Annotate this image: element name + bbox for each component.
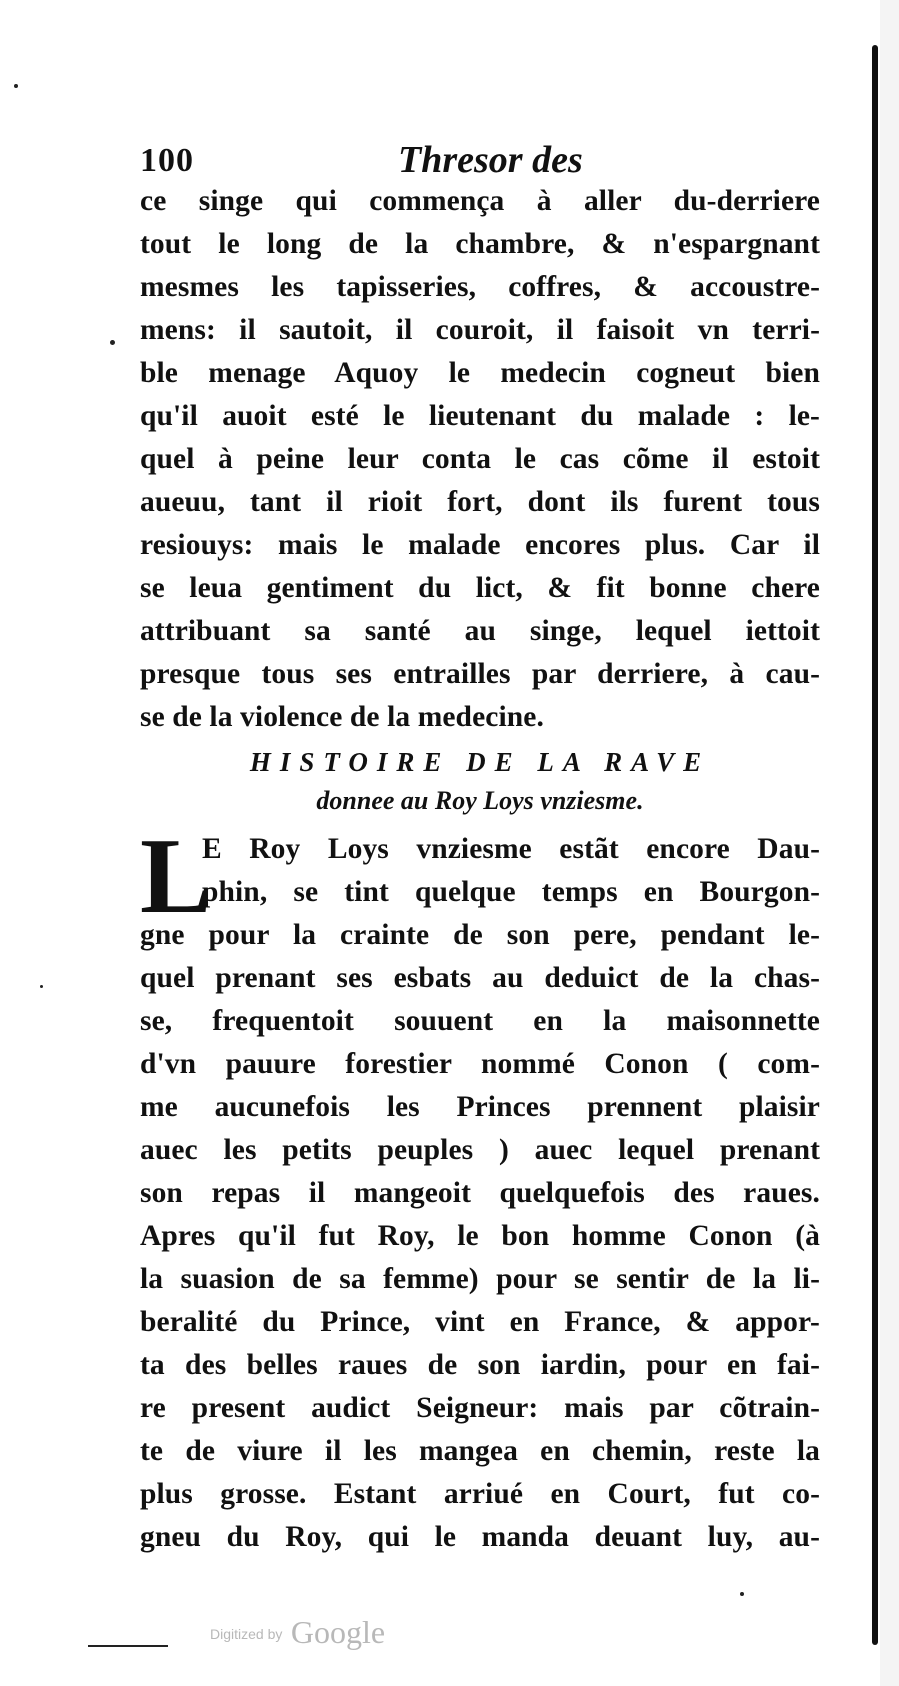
- page-number: 100: [140, 142, 194, 179]
- text-line: auec les petits peuples ) auec lequel prenant: [140, 1134, 820, 1166]
- ink-speck: [110, 340, 115, 345]
- text-line: beralité du Prince, vint en France, & appor-: [140, 1306, 820, 1338]
- text-line: gneu du Roy, qui le manda deuant luy, au-: [140, 1521, 820, 1553]
- text-line: son repas il mangeoit quelquefois des raues.: [140, 1177, 820, 1209]
- story-continuation: [140, 180, 820, 739]
- text-line: presque tous ses entrailles par derriere, à cau-: [140, 658, 820, 690]
- text-line: te de viure il les mangea en chemin, reste la: [140, 1435, 820, 1467]
- text-line: ce singe qui commença à aller du-derriere: [140, 185, 820, 217]
- text-line: phin, se tint quelque temps en Bourgon-: [202, 876, 820, 908]
- digitization-watermark: [210, 1614, 385, 1651]
- text-line: ble menage Aquoy le medecin cogneut bien: [140, 357, 820, 389]
- text-line: quel à peine leur conta le cas cõme il estoit: [140, 443, 820, 475]
- text-line: gne pour la crainte de son pere, pendant le-: [140, 919, 820, 951]
- story-body: [140, 817, 820, 1559]
- ink-speck: [14, 84, 18, 88]
- text-line: aueuu, tant il rioit fort, dont ils furent tous: [140, 486, 820, 518]
- text-line: me aucunefois les Princes prennent plaisir: [140, 1091, 820, 1123]
- text-line: attribuant sa santé au singe, lequel iettoit: [140, 615, 820, 647]
- text-line: tout le long de la chambre, & n'espargnant: [140, 228, 820, 260]
- watermark-logo: Google: [290, 1614, 386, 1650]
- story-subtitle: donnee au Roy Loys vnziesme.: [316, 786, 644, 815]
- story-heading: [160, 742, 800, 820]
- text-line: resiouys: mais le malade encores plus. Car il: [140, 529, 820, 561]
- text-line: ta des belles raues de son iardin, pour en fai-: [140, 1349, 820, 1381]
- text-line: se leua gentiment du lict, & fit bonne chere: [140, 572, 820, 604]
- text-line: quel prenant ses esbats au deduict de la chas-: [140, 962, 820, 994]
- text-line: Apres qu'il fut Roy, le bon homme Conon (à: [140, 1220, 820, 1252]
- ink-speck: [40, 985, 43, 988]
- text-line: qu'il auoit esté le lieutenant du malade : le-: [140, 400, 820, 432]
- text-line: E Roy Loys vnziesme estãt encore Dau-: [202, 833, 820, 865]
- text-line: re present audict Seigneur: mais par cõtrain-: [140, 1392, 820, 1424]
- running-title: Thresor des: [398, 139, 583, 181]
- adjacent-page-edge: [880, 0, 899, 1686]
- ink-speck: [740, 1592, 744, 1596]
- text-line: se de la violence de la medecine.: [140, 701, 544, 733]
- story-title: HISTOIRE DE LA RAVE: [249, 747, 711, 777]
- text-line: plus grosse. Estant arriué en Court, fut co-: [140, 1478, 820, 1510]
- text-line: se, frequentoit souuent en la maisonnette: [140, 1005, 820, 1037]
- text-line: d'vn pauure forestier nommé Conon ( com-: [140, 1048, 820, 1080]
- drop-capital: L: [140, 817, 213, 936]
- text-line: la suasion de sa femme) pour se sentir de la li-: [140, 1263, 820, 1295]
- text-line: mens: il sautoit, il couroit, il faisoit vn terri-: [140, 314, 820, 346]
- page-gutter-line: [872, 45, 878, 1645]
- text-line: mesmes les tapisseries, coffres, & accoustre-: [140, 271, 820, 303]
- watermark-prefix: Digitized by: [210, 1626, 283, 1642]
- footer-rule: [88, 1645, 168, 1647]
